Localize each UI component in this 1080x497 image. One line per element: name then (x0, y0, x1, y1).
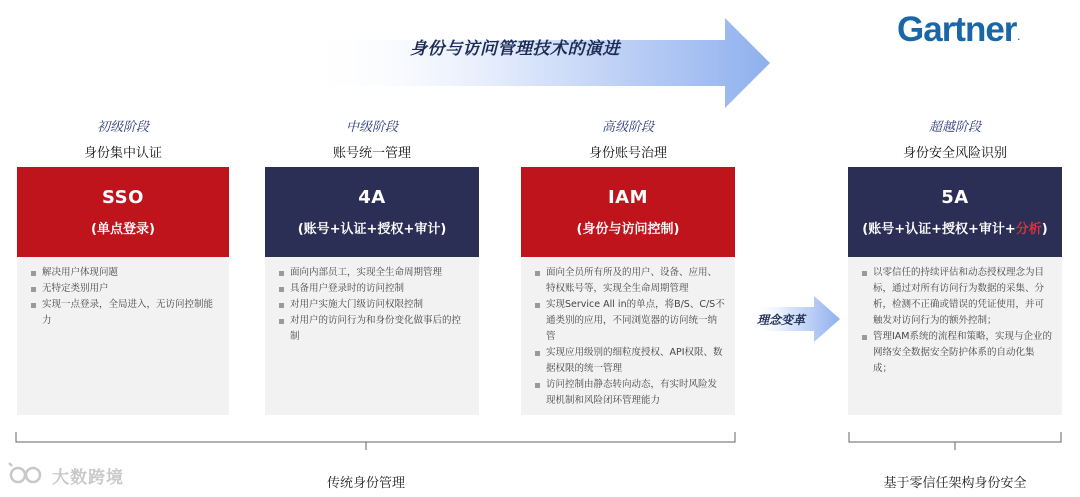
card-subtitle: (单点登录) (91, 222, 155, 237)
stage-description: 身份安全风险识别 (902, 146, 1007, 161)
zero-trust-bracket (847, 430, 1065, 452)
bullet-item: 管理IAM系统的流程和策略，实现与企业的网络安全数据安全防护体系的自动化集成； (860, 329, 1052, 377)
stage-2-header (265, 116, 479, 161)
bullet-item: 对用户的访问行为和身份变化做事后的控制 (277, 313, 469, 345)
card-body (265, 257, 479, 415)
stage-name: 初级阶段 (96, 120, 149, 135)
iam-card (521, 167, 735, 415)
bullet-item: 对用户实施大门级访问权限控制 (277, 297, 469, 313)
4a-card (265, 167, 479, 415)
evolution-arrow (300, 18, 770, 108)
bullet-item: 实现Service All in的单点，将B/S、C/S不通类别的应用，不同浏览器的访问统一纳管 (533, 297, 725, 345)
transition-label: 理念变革 (757, 313, 806, 327)
bullet-item: 访问控制由静态转向动态，有实时风险发现机制和风险闭环管理能力 (533, 377, 725, 409)
card-body (848, 257, 1062, 415)
bullet-item: 以零信任的持续评估和动态授权理念为目标，通过对所有访问行为数据的采集、分析，检测不正确或错误的凭证使用，并可触发对访问行为的额外控制； (860, 265, 1052, 329)
page-title: 身份与访问管理技术的演进 (410, 39, 620, 59)
bullet-item: 实现应用级别的细粒度授权、API权限、数据权限的统一管理 (533, 345, 725, 377)
card-title: SSO (102, 187, 144, 208)
5a-card (848, 167, 1062, 415)
card-title: 4A (358, 187, 386, 208)
stage-description: 身份账号治理 (588, 146, 667, 161)
bullet-item: 无特定类别用户 (29, 281, 219, 297)
card-subtitle: (账号+认证+授权+审计) (297, 222, 447, 237)
stage-description: 身份集中认证 (83, 146, 162, 161)
watermark-text: 大数跨境 (52, 467, 124, 488)
stage-description: 账号统一管理 (332, 146, 411, 161)
card-header (17, 167, 229, 257)
traditional-label: 传统身份管理 (326, 476, 405, 491)
watermark (8, 462, 124, 488)
card-body (17, 257, 229, 415)
card-header (848, 167, 1062, 257)
sso-card (17, 167, 229, 415)
bullet-item: 具备用户登录时的访问控制 (277, 281, 469, 297)
stage-1-header (17, 116, 229, 161)
stage-name: 高级阶段 (601, 120, 654, 135)
stage-4-header (848, 116, 1062, 161)
logo-mark-icon (8, 462, 48, 488)
zero-trust-label: 基于零信任架构身份安全 (883, 476, 1027, 491)
stage-name: 超越阶段 (928, 120, 981, 135)
card-title: 5A (941, 187, 969, 208)
bullet-item: 面向全员所有所及的用户、设备、应用、特权账号等，实现全生命周期管理 (533, 265, 725, 297)
stage-name: 中级阶段 (345, 120, 398, 135)
card-subtitle: (身份与访问控制) (576, 222, 680, 237)
bullet-item: 实现一点登录，全局进入，无访问控制能力 (29, 297, 219, 329)
gartner-logo: Gartner. (897, 10, 1019, 49)
bullet-item: 解决用户体现问题 (29, 265, 219, 281)
card-subtitle: (账号+认证+授权+审计+分析) (862, 222, 1048, 237)
card-title: IAM (607, 187, 649, 208)
card-header (265, 167, 479, 257)
bullet-item: 面向内部员工，实现全生命周期管理 (277, 265, 469, 281)
stage-3-header (521, 116, 735, 161)
traditional-bracket (14, 430, 739, 452)
highlight-text: 分析 (1015, 222, 1042, 237)
card-header (521, 167, 735, 257)
card-body (521, 257, 735, 415)
